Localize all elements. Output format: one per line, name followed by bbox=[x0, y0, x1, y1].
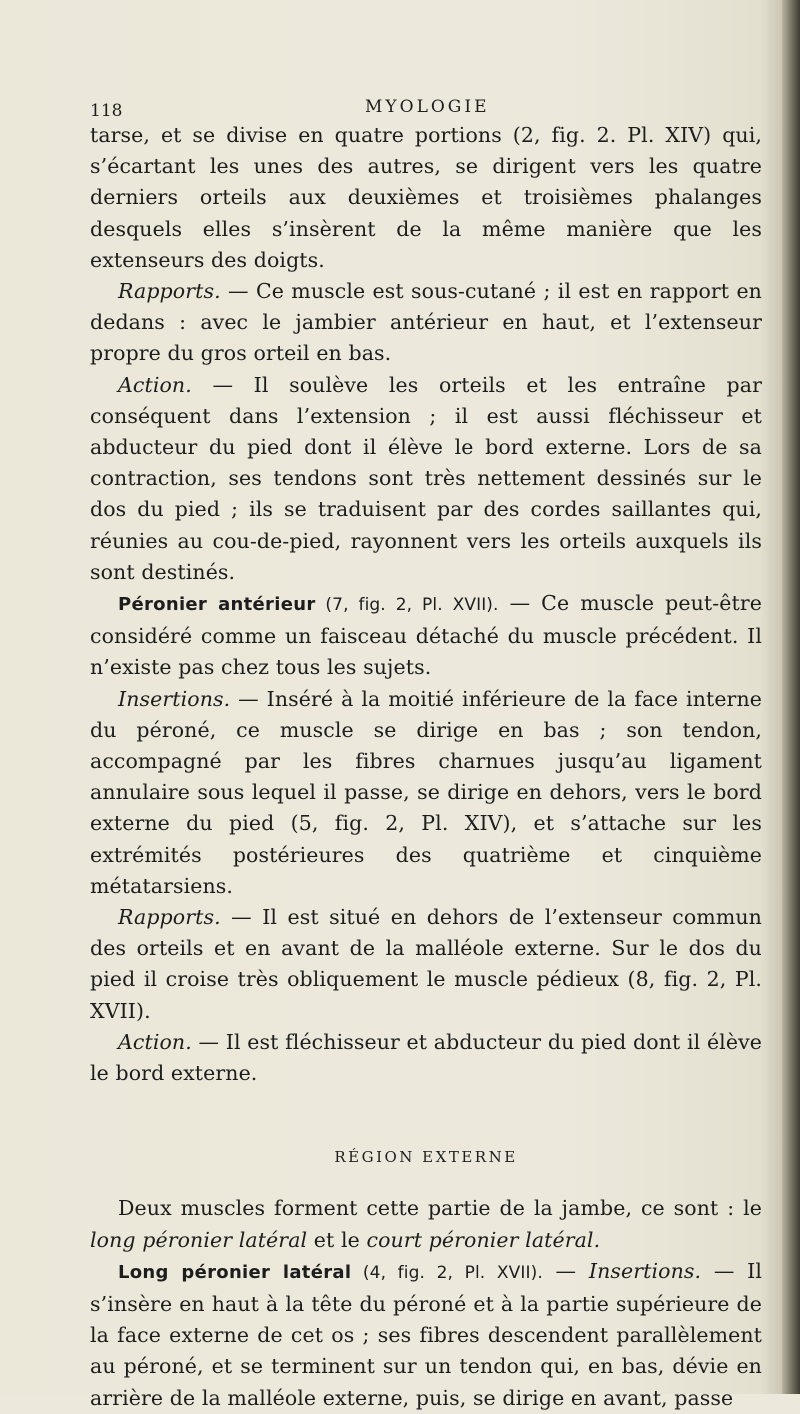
paragraph-action-2: Action. — Il est fléchisseur et abducteur du pied dont il élève le bord externe. bbox=[90, 1029, 762, 1086]
figure-reference: (4, fig. 2, Pl. XVII). bbox=[351, 1262, 543, 1283]
label-rapports: Rapports. bbox=[118, 279, 221, 304]
page-number: 118 bbox=[90, 101, 123, 121]
page-content bbox=[90, 90, 762, 1414]
section-heading: RÉGION EXTERNE bbox=[334, 1148, 518, 1167]
paragraph-long-peronier: Long péronier latéral (4, fig. 2, Pl. XVII). — Insertions. — Il s’insère en haut à la tête du péroné et à la partie supérieure de la face externe de cet os ; ses fibres descendent parallèlement au péroné, et se terminent sur un tendon qui, en bas, dévie en arrière de la malléole externe, puis, se dirige en avant, passe bbox=[90, 1258, 762, 1410]
paragraph-region-externe: Deux muscles forment cette partie de la jambe, ce sont : le long péronier latéral et le court péronier latéral. bbox=[90, 1196, 762, 1252]
paragraph-action-1: Action. — Il soulève les orteils et les entraîne par conséquent dans l’extension ; il est aussi fléchisseur et abducteur du pied dont il élève le bord externe. Lors de sa contraction, ses tendons sont très nettement dessinés sur le dos du pied ; ils se traduisent par des cordes saillantes qui, réunies au cou-de-pied, rayonnent vers les orteils auxquels ils sont destinés. bbox=[90, 372, 762, 584]
paragraph-1: tarse, et se divise en quatre portions (2, fig. 2. Pl. XIV) qui, s’écartant les unes des autres, se dirigent vers les quatre derniers orteils aux deuxièmes et troisièmes phalanges desquels elles s’insèrent de la même manière que les extenseurs des doigts. bbox=[90, 123, 762, 272]
running-header bbox=[90, 90, 762, 120]
paragraph-rapports-1: Rapports. — Ce muscle est sous-cutané ; il est en rapport en dedans : avec le jambier antérieur en haut, et l’extenseur propre du gros orteil en bas. bbox=[90, 279, 762, 366]
label-insertions: Insertions. bbox=[118, 686, 231, 711]
muscle-name-long-peronier: Long péronier latéral bbox=[118, 1261, 352, 1283]
muscle-name-peronier-anterieur: Péronier antérieur bbox=[118, 594, 316, 616]
label-rapports: Rapports. bbox=[118, 905, 221, 930]
paragraph-insertions-1: Insertions. — Inséré à la moitié inférieure de la face interne du péroné, ce muscle se dirige en bas ; son tendon, accompagné par les fibres charnues jusqu’au ligament annulaire sous lequel il passe, se dirige en dehors, vers le bord externe du pied (5, fig. 2, Pl. XIV), et s’attache sur les extrémités postérieures des quatrième et cinquième métatarsiens. bbox=[90, 686, 762, 898]
label-insertions: Insertions. bbox=[588, 1258, 702, 1283]
page-edge-shadow bbox=[782, 0, 800, 1394]
label-action: Action. bbox=[118, 1029, 192, 1054]
figure-reference: (7, fig. 2, Pl. XVII). bbox=[315, 595, 499, 616]
paragraph-rapports-2: Rapports. — Il est situé en dehors de l’extenseur commun des orteils et en avant de la malléole externe. Sur le dos du pied il croise très obliquement le muscle pédieux (8, fig. 2, Pl. XVII). bbox=[90, 905, 762, 1023]
paragraph-peronier-anterieur: Péronier antérieur (7, fig. 2, Pl. XVII). — Ce muscle peut-être considéré comme un faisceau détaché du muscle précédent. Il n’existe pas chez tous les sujets. bbox=[90, 591, 762, 680]
running-title: MYOLOGIE bbox=[365, 97, 490, 117]
label-action: Action. bbox=[118, 372, 192, 397]
